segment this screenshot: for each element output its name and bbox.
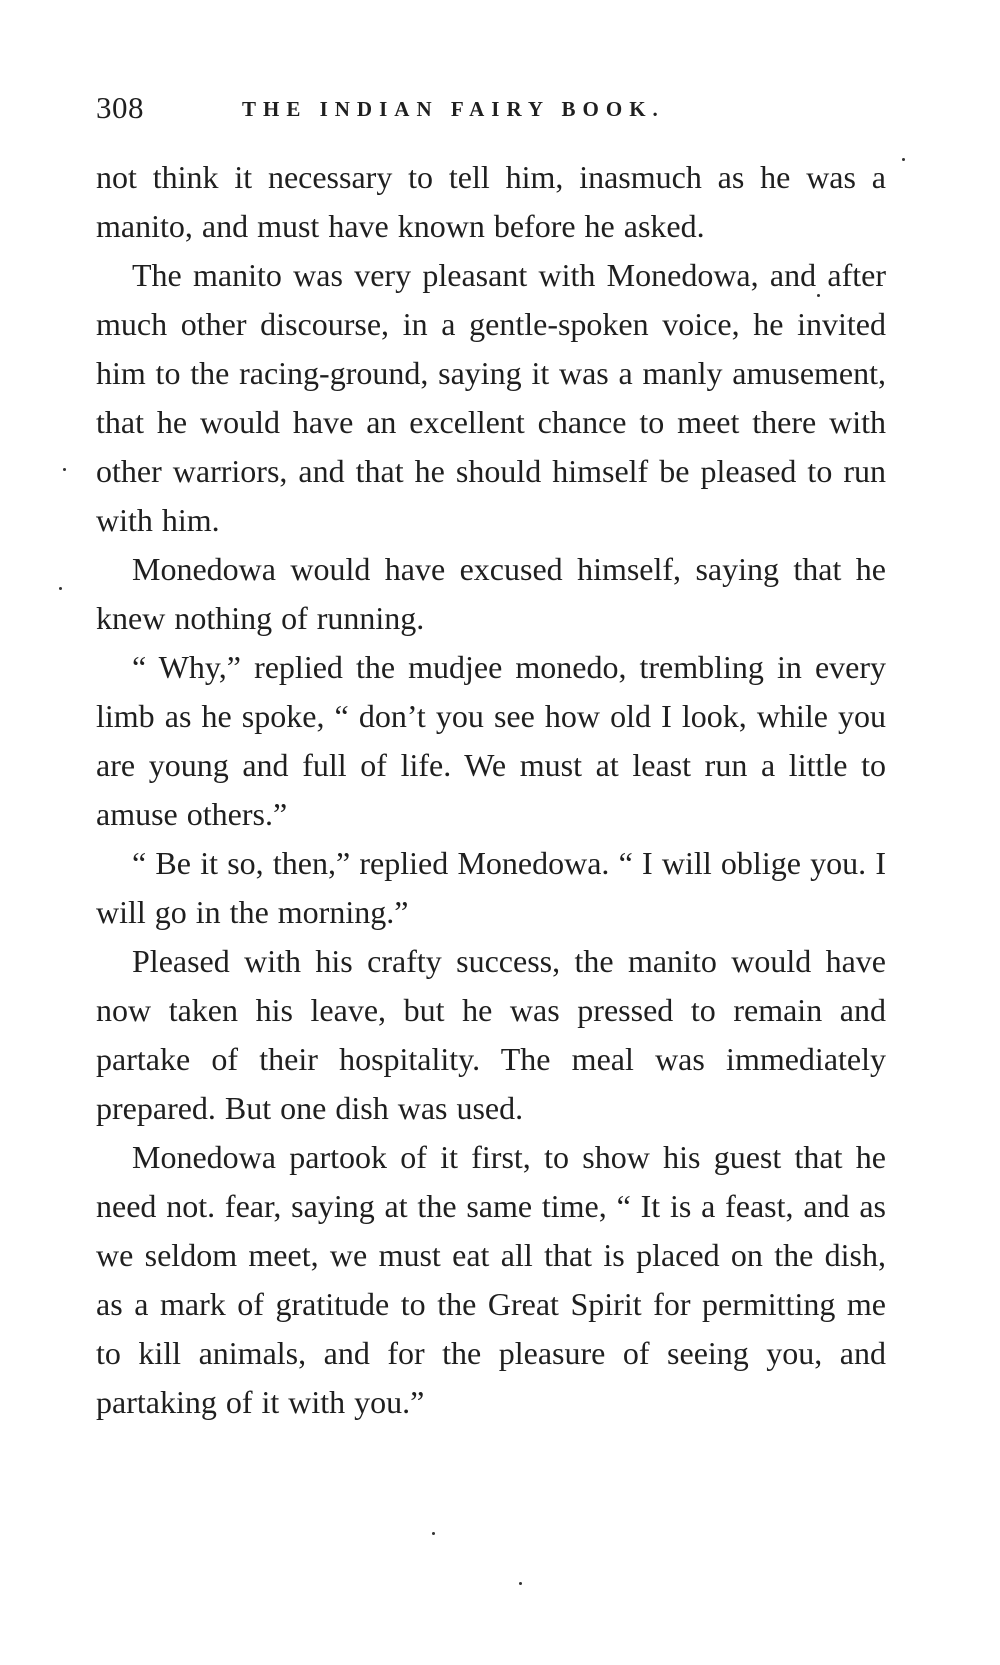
running-title: THE INDIAN FAIRY BOOK.	[242, 97, 665, 121]
paragraph-6: Pleased with his crafty success, the manito would have now taken his leave, but he was pressed to remain and partake of their hospitality. The meal was immediately prepared. But one dish was used.	[96, 943, 886, 1126]
page-body	[96, 153, 886, 1427]
print-speck	[902, 158, 905, 161]
print-speck	[432, 1532, 435, 1535]
paragraph-7: Monedowa partook of it first, to show his guest that he need not. fear, saying at the same time, “ It is a feast, and as we seldom meet, we must eat all that is placed on the dish, as a mark of gratitude to the Great Spirit for permitting me to kill animals, and for the pleasure of seeing you, and partaking of it with you.”	[96, 1139, 886, 1420]
paragraph-5: “ Be it so, then,” replied Monedowa. “ I will oblige you. I will go in the morning.”	[96, 845, 886, 930]
page-header	[96, 90, 896, 130]
page-number: 308	[96, 90, 144, 125]
print-speck	[817, 294, 820, 297]
paragraph-2: The manito was very pleasant with Monedowa, and after much other discourse, in a gentle-spoken voice, he invited him to the racing-ground, saying it was a manly amusement, that he would have an excellent chance to meet there with other warriors, and that he should himself be pleased to run with him.	[96, 257, 886, 538]
print-speck	[519, 1582, 522, 1585]
paragraph-3: Monedowa would have excused himself, saying that he knew nothing of running.	[96, 551, 886, 636]
paragraph-4: “ Why,” replied the mudjee monedo, trembling in every limb as he spoke, “ don’t you see how old I look, while you are young and full of life. We must at least run a little to amuse others.”	[96, 649, 886, 832]
print-speck	[63, 468, 66, 471]
paragraph-1: not think it necessary to tell him, inasmuch as he was a manito, and must have known before he asked.	[96, 159, 886, 244]
print-speck	[59, 587, 62, 590]
